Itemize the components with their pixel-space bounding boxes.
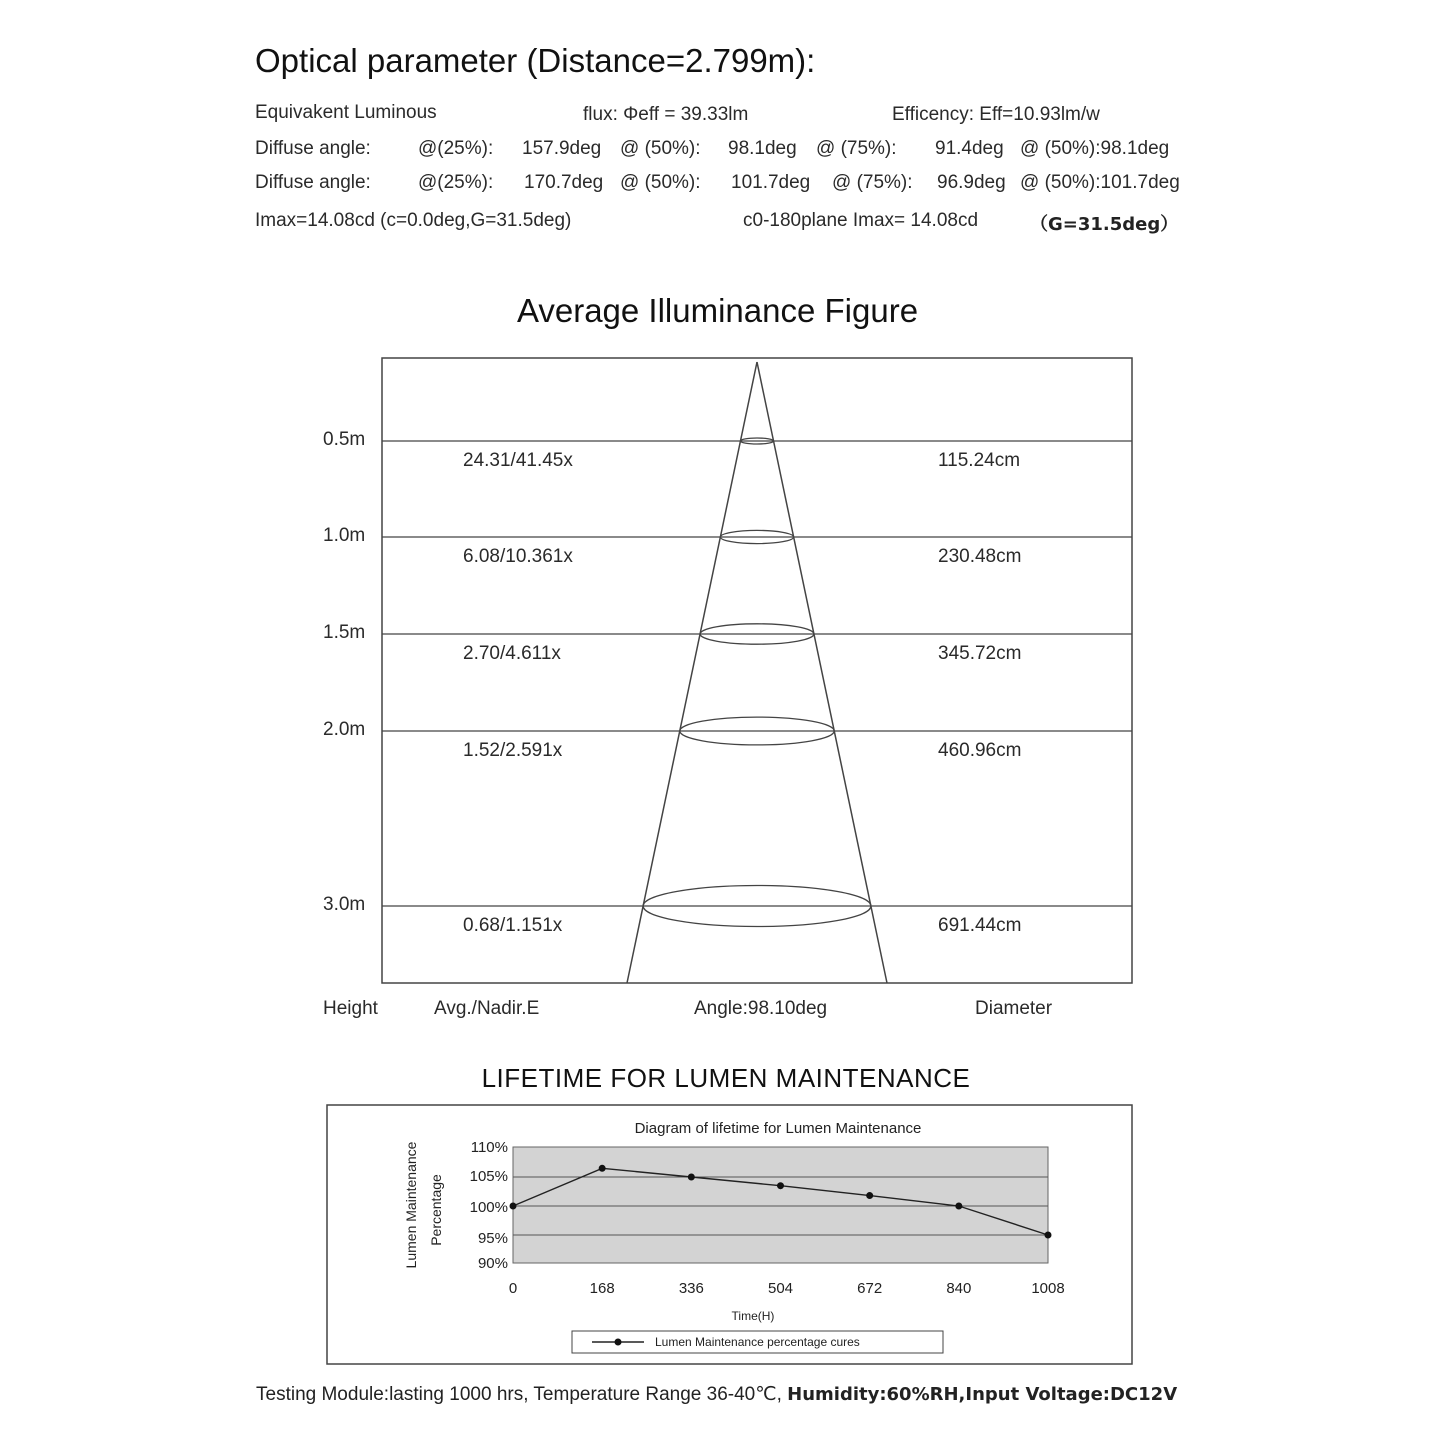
diameter-value: 115.24cm [938, 450, 1021, 471]
height-label: 1.5m [323, 622, 366, 643]
x-tick-label: 168 [589, 1280, 615, 1297]
height-label: 2.0m [323, 719, 366, 740]
x-axis-label: Time(H) [731, 1309, 775, 1323]
imax-value: Imax=14.08cd (c=0.0deg,G=31.5deg) [255, 210, 572, 231]
y-tick-label: 105% [469, 1168, 508, 1185]
x-tick-label: 672 [857, 1280, 883, 1297]
legend-label: Lumen Maintenance percentage cures [655, 1335, 860, 1349]
column-avg-nadir: Avg./Nadir.E [434, 998, 540, 1019]
diffuse2-at25-value: 170.7deg [524, 172, 604, 193]
plane-g-value: （G=31.5deg） [1030, 214, 1179, 235]
avg-nadir-value: 6.08/10.361x [463, 546, 573, 567]
diameter-value: 230.48cm [938, 546, 1022, 567]
testing-note [256, 1383, 1177, 1406]
diffuse1-at75-label: @ (75%): [816, 138, 897, 159]
x-tick-label: 504 [767, 1280, 794, 1297]
diffuse1-at25-label: @(25%): [418, 138, 494, 159]
data-point [1045, 1232, 1052, 1239]
y-axis-label-line1: Lumen Maintenance [403, 1141, 419, 1269]
diffuse2-at75-label: @ (75%): [832, 172, 913, 193]
testing-note-normal: Testing Module:lasting 1000 hrs, Temperature Range 36-40℃, [256, 1384, 782, 1405]
diffuse1-at25-value: 157.9deg [522, 138, 602, 159]
x-tick-label: 840 [946, 1280, 972, 1297]
diffuse1-at50-label: @ (50%): [620, 138, 701, 159]
height-label: 0.5m [323, 429, 366, 450]
data-point [866, 1192, 873, 1199]
diffuse-angle-label-2: Diffuse angle: [255, 172, 371, 193]
y-tick-label: 95% [477, 1230, 508, 1247]
legend-marker [615, 1339, 622, 1346]
data-point [955, 1203, 962, 1210]
diffuse2-at50-value: 101.7deg [731, 172, 811, 193]
page-title: Optical parameter (Distance=2.799m): [255, 42, 816, 79]
plot-area [513, 1147, 1048, 1263]
illuminance-title: Average Illuminance Figure [516, 292, 919, 329]
diffuse-angle-label-1: Diffuse angle: [255, 138, 371, 159]
height-label: 1.0m [323, 525, 366, 546]
diffuse2-at50b: @ (50%):101.7deg [1020, 172, 1180, 193]
data-point [599, 1165, 606, 1172]
diameter-value: 460.96cm [938, 740, 1022, 761]
diffuse1-at75-value: 91.4deg [935, 138, 1004, 159]
data-point [777, 1182, 784, 1189]
x-tick-label: 336 [678, 1280, 704, 1297]
y-tick-labels [470, 1139, 508, 1272]
diffuse1-at50b: @ (50%):98.1deg [1020, 138, 1170, 159]
y-tick-label: 90% [477, 1255, 508, 1272]
y-axis-label-line2: Percentage [428, 1174, 444, 1246]
y-tick-label: 100% [469, 1199, 508, 1216]
column-diameter: Diameter [975, 998, 1053, 1019]
avg-nadir-value: 1.52/2.591x [463, 740, 563, 761]
x-tick-label: 1008 [1031, 1280, 1065, 1297]
lifetime-title: LIFETIME FOR LUMEN MAINTENANCE [481, 1063, 971, 1093]
data-point [510, 1203, 517, 1210]
diameter-value: 691.44cm [938, 915, 1022, 936]
efficiency-value: Efficency: Eff=10.93lm/w [892, 104, 1100, 125]
x-tick-label: 0 [508, 1280, 518, 1297]
diameter-value: 345.72cm [938, 643, 1022, 664]
column-height: Height [323, 998, 378, 1019]
avg-nadir-value: 24.31/41.45x [463, 450, 573, 471]
x-tick-labels [509, 1280, 1065, 1297]
data-point [688, 1174, 695, 1181]
plane-imax-value: c0-180plane Imax= 14.08cd [743, 210, 979, 231]
testing-note-bold: Humidity:60%RH,Input Voltage:DC12V [787, 1384, 1178, 1405]
y-tick-label: 110% [470, 1139, 508, 1156]
avg-nadir-value: 0.68/1.151x [463, 915, 563, 936]
diffuse1-at50-value: 98.1deg [728, 138, 797, 159]
height-label: 3.0m [323, 894, 366, 915]
avg-nadir-value: 2.70/4.611x [463, 643, 561, 664]
chart-title: Diagram of lifetime for Lumen Maintenance [634, 1120, 922, 1137]
beam-angle-label: Angle:98.10deg [694, 998, 828, 1019]
flux-value: flux: Φeff = 39.33lm [583, 104, 749, 125]
luminous-label: Equivakent Luminous [255, 102, 437, 123]
diffuse2-at25-label: @(25%): [418, 172, 494, 193]
diffuse2-at50-label: @ (50%): [620, 172, 701, 193]
diffuse2-at75-value: 96.9deg [937, 172, 1006, 193]
